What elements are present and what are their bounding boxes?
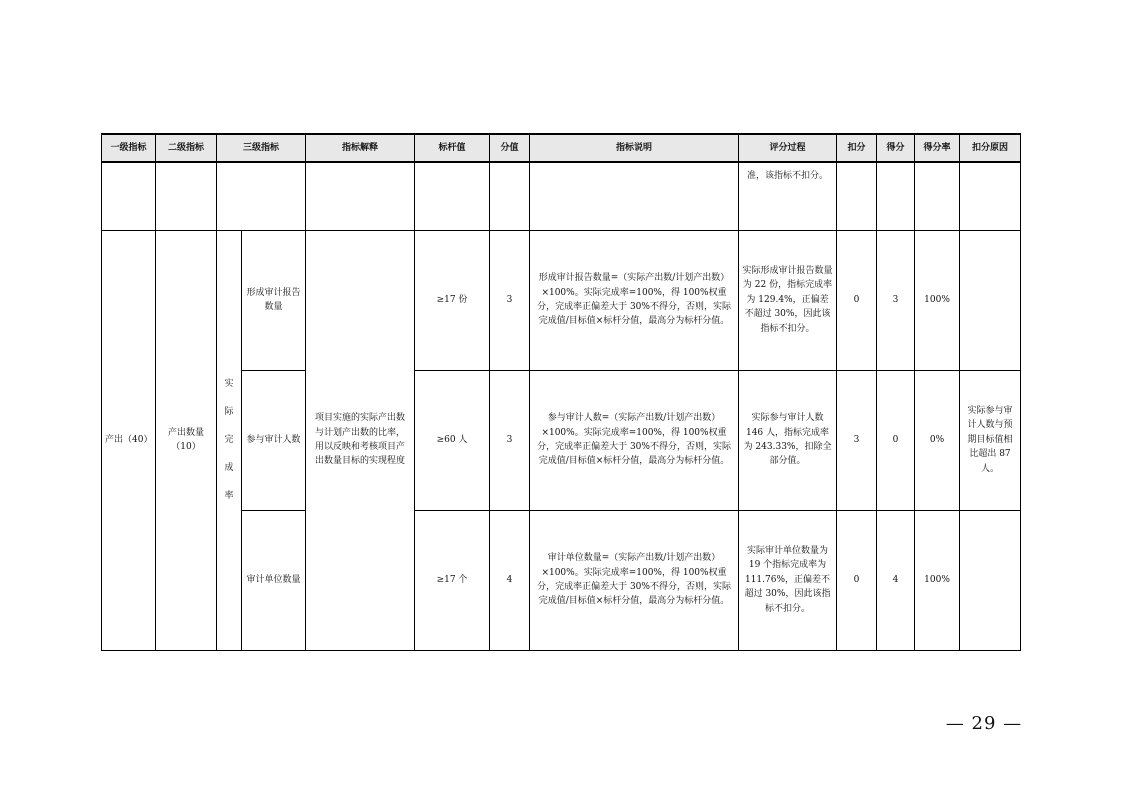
process-cell: 实际参与审计人数 146 人，指标完成率为 243.33%，扣除全部分值。	[739, 370, 837, 510]
rate-cell: 100%	[915, 230, 960, 370]
table-header-row	[102, 134, 1021, 162]
cell	[102, 162, 156, 230]
header-process: 评分过程	[739, 134, 837, 162]
reason-cell	[960, 230, 1021, 370]
performance-evaluation-table	[101, 133, 1021, 651]
score-cell: 3	[490, 370, 530, 510]
level3-char: 际	[224, 407, 234, 417]
score-cell: 3	[490, 230, 530, 370]
process-cell: 实际形成审计报告数量为 22 份，指标完成率为 129.4%，正偏差不超过 30%，因此该指标不扣分。	[739, 230, 837, 370]
indicator-name: 审计单位数量	[242, 510, 306, 650]
level1-cell: 产出（40）	[102, 230, 156, 650]
table-row	[102, 230, 1021, 370]
benchmark-cell: ≥17 份	[415, 230, 490, 370]
header-benchmark: 标杆值	[415, 134, 490, 162]
score-cell: 4	[490, 510, 530, 650]
header-reason: 扣分原因	[960, 134, 1021, 162]
level2-line1: 产出数量	[167, 427, 204, 438]
note-cell: 审计单位数量=（实际产出数/计划产出数）×100%。实际完成率=100%，得 100%权重分，完成率正偏差大于 30%不得分，否则，实际完成值/目标值×标杆分值，最高分为标杆分值。	[530, 510, 739, 650]
table-row-carryover	[102, 162, 1021, 230]
cell	[217, 162, 306, 230]
level2-cell	[156, 230, 217, 650]
level3-char: 率	[224, 491, 234, 501]
note-cell: 形成审计报告数量=（实际产出数/计划产出数）×100%。实际完成率=100%，得 100%权重分，完成率正偏差大于 30%不得分，否则，实际完成值/目标值×标杆分值，最高分为标杆分值。	[530, 230, 739, 370]
carry-process: 准，该指标不扣分。	[739, 162, 837, 230]
benchmark-cell: ≥60 人	[415, 370, 490, 510]
cell	[877, 162, 915, 230]
reason-cell	[960, 510, 1021, 650]
note-cell: 参与审计人数=（实际产出数/计划产出数）×100%。实际完成率=100%，得 100%权重分，完成率正偏差大于 30%不得分，否则，实际完成值/目标值×标杆分值，最高分为标杆分值。	[530, 370, 739, 510]
deduct-cell: 3	[837, 370, 877, 510]
cell	[156, 162, 217, 230]
cell	[415, 162, 490, 230]
got-cell: 4	[877, 510, 915, 650]
cell	[915, 162, 960, 230]
cell	[837, 162, 877, 230]
header-level1: 一级指标	[102, 134, 156, 162]
cell	[960, 162, 1021, 230]
deduct-cell: 0	[837, 230, 877, 370]
deduct-cell: 0	[837, 510, 877, 650]
page-number: — 29 —	[945, 713, 1023, 734]
level3-char: 实	[224, 379, 234, 389]
indicator-name: 形成审计报告数量	[242, 230, 306, 370]
rate-cell: 100%	[915, 510, 960, 650]
level3-char: 完	[224, 435, 234, 445]
level3-char: 成	[224, 463, 234, 473]
indicator-name: 参与审计人数	[242, 370, 306, 510]
rate-cell: 0%	[915, 370, 960, 510]
got-cell: 0	[877, 370, 915, 510]
cell	[490, 162, 530, 230]
header-rate: 得分率	[915, 134, 960, 162]
level3-vertical-cell	[217, 230, 242, 650]
header-deduct: 扣分	[837, 134, 877, 162]
cell	[306, 162, 415, 230]
header-explain: 指标解释	[306, 134, 415, 162]
header-score: 分值	[490, 134, 530, 162]
indicator-explain: 项目实施的实际产出数与计划产出数的比率，用以反映和考核项目产出数量目标的实现程度	[306, 230, 415, 650]
level2-line2: （10）	[171, 442, 201, 452]
process-cell: 实际审计单位数量为 19 个指标完成率为 111.76%，正偏差不超过 30%，因此该指标不扣分。	[739, 510, 837, 650]
header-note: 指标说明	[530, 134, 739, 162]
header-level3: 三级指标	[217, 134, 306, 162]
benchmark-cell: ≥17 个	[415, 510, 490, 650]
got-cell: 3	[877, 230, 915, 370]
reason-cell: 实际参与审计人数与预期目标值相比超出 87 人。	[960, 370, 1021, 510]
header-level2: 二级指标	[156, 134, 217, 162]
cell	[530, 162, 739, 230]
header-got: 得分	[877, 134, 915, 162]
